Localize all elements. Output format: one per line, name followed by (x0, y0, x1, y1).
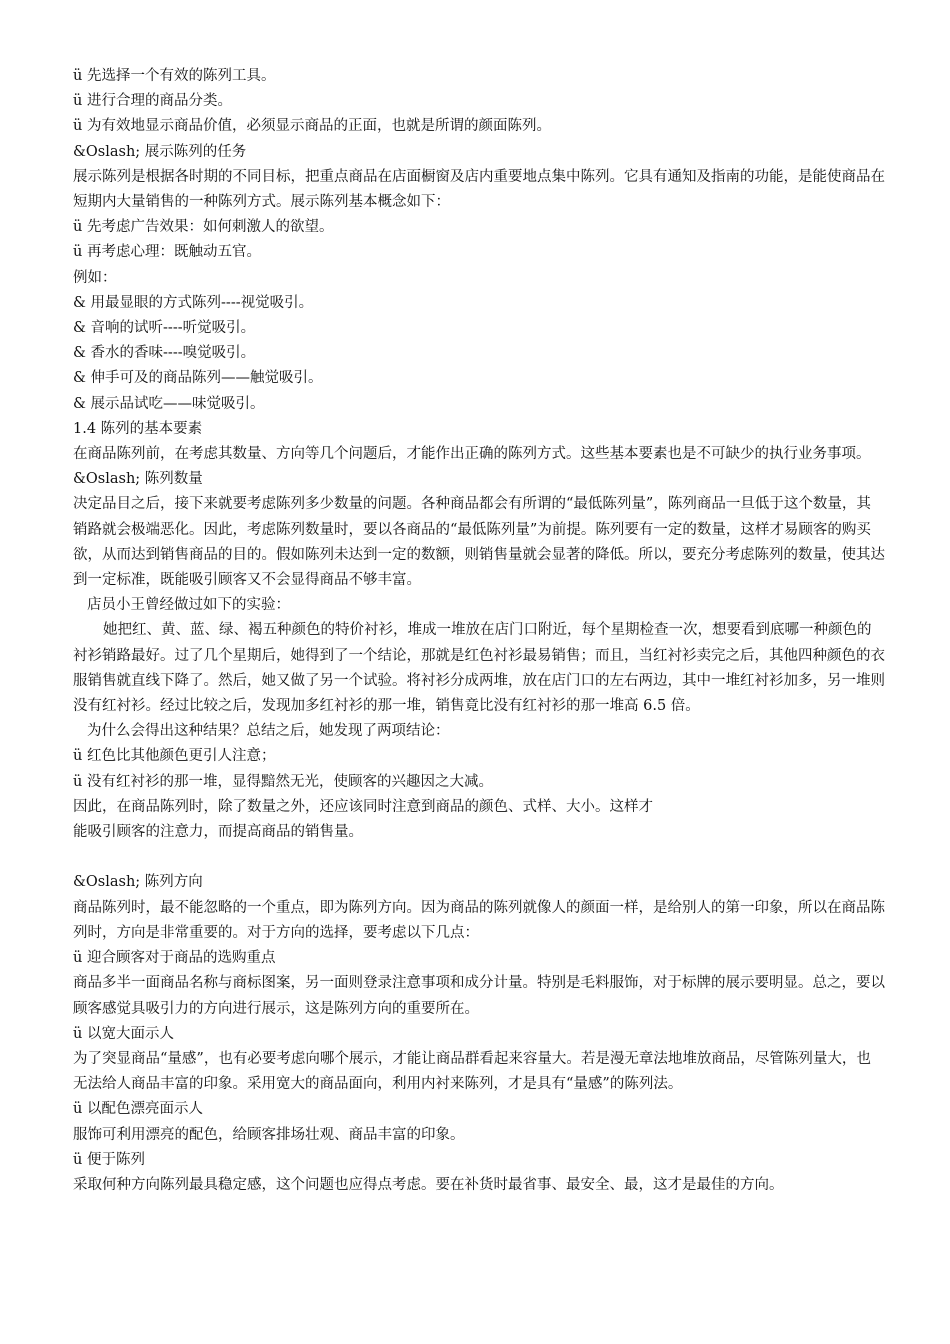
example-line: & 用最显眼的方式陈列----视觉吸引。 (73, 294, 314, 311)
paragraph: 展示陈列是根据各时期的不同目标，把重点商品在店面橱窗及店内重要地点集中陈列。它具有通知及指南的功能，是能使商品在短期内大量销售的一种陈列方式。展示陈列基本概念如下： (73, 168, 885, 211)
paragraph: 她把红、黄、蓝、绿、褐五种颜色的特价衬衫，堆成一堆放在店门口附近，每个星期检查一次，想要看到底哪一种颜色的衬衫销路最好。过了几个星期后，她得到了一个结论，那就是红色衬衫最易销售；而且，当红衬衫卖完之后，其他四种颜色的衣服销售就直线下降了。然后，她又做了另一个试验。将衬衫分成两堆，放在店门口的左右两边，其中一堆红衬衫加多，另一堆则没有红衬衫。经过比较之后，发现加多红衬衫的那一堆，销售竟比没有红衬衫的那一堆高 6.5 倍。 (73, 622, 885, 715)
bullet-line: ü 先考虑广告效果：如何刺激人的欲望。 (73, 219, 334, 236)
paragraph: 商品陈列时，最不能忽略的一个重点，即为陈列方向。因为商品的陈列就像人的颜面一样，是给别人的第一印象，所以在商品陈列时，方向是非常重要的。对于方向的选择，要考虑以下几点： (73, 899, 885, 941)
paragraph: 例如： (73, 269, 117, 286)
document-page (73, 64, 885, 1198)
paragraph: 服饰可利用漂亮的配色，给顾客排场壮观、商品丰富的印象。 (73, 1126, 465, 1143)
bullet-line: ü 迎合顾客对于商品的选购重点 (73, 950, 276, 967)
paragraph: 为了突显商品“量感”，也有必要考虑向哪个展示，才能让商品群看起来容量大。若是漫无章法地堆放商品，尽管陈列量大，也无法给人商品丰富的印象。采用宽大的商品面向，利用内衬来陈列，才是具有“量感”的陈列法。 (73, 1050, 871, 1093)
paragraph: 能吸引顾客的注意力，而提高商品的销售量。 (73, 824, 363, 841)
bullet-line: ü 再考虑心理：既触动五官。 (73, 244, 261, 261)
paragraph: 在商品陈列前，在考虑其数量、方向等几个问题后，才能作出正确的陈列方式。这些基本要素也是不可缺少的执行业务事项。 (73, 446, 871, 463)
paragraph: 决定品目之后，接下来就要考虑陈列多少数量的问题。各种商品都会有所谓的“最低陈列量”，陈列商品一旦低于这个数量，其销路就会极端恶化。因此，考虑陈列数量时，要以各商品的“最低陈列量”为前提。陈列要有一定的数量，这样才易顾客的购买欲，从而达到销售商品的目的。假如陈列未达到一定的数额，则销售量就会显著的降低。所以，要充分考虑陈列的数量，使其达到一定标准，既能吸引顾客又不会显得商品不够丰富。 (73, 496, 885, 589)
section-heading: &Oslash; 陈列数量 (73, 471, 203, 488)
bullet-line: ü 以配色漂亮面示人 (73, 1101, 203, 1118)
bullet-line: ü 以宽大面示人 (73, 1025, 174, 1042)
bullet-line: ü 便于陈列 (73, 1151, 145, 1168)
section-heading: 1.4 陈列的基本要素 (73, 420, 203, 437)
bullet-line: ü 进行合理的商品分类。 (73, 93, 232, 110)
example-line: & 香水的香味----嗅觉吸引。 (73, 345, 256, 362)
example-line: & 展示品试吃——味觉吸引。 (73, 395, 265, 412)
paragraph: 为什么会得出这种结果？总结之后，她发现了两项结论： (87, 723, 450, 740)
section-heading: &Oslash; 陈列方向 (73, 874, 203, 891)
paragraph: 商品多半一面商品名称与商标图案，另一面则登录注意事项和成分计量。特别是毛料服饰，对于标牌的展示要明显。总之，要以顾客感觉具吸引力的方向进行展示，这是陈列方向的重要所在。 (73, 975, 885, 1017)
paragraph: 因此，在商品陈列时，除了数量之外，还应该同时注意到商品的颜色、式样、大小。这样才 (73, 798, 653, 815)
section-heading: &Oslash; 展示陈列的任务 (73, 143, 247, 160)
blank-line (73, 845, 885, 870)
bullet-line: ü 红色比其他颜色更引人注意； (73, 748, 276, 765)
bullet-line: ü 为有效地显示商品价值，必须显示商品的正面，也就是所谓的颜面陈列。 (73, 118, 551, 135)
bullet-line: ü 没有红衬衫的那一堆，显得黯然无光，使顾客的兴趣因之大减。 (73, 773, 493, 790)
paragraph: 店员小王曾经做过如下的实验： (87, 597, 290, 614)
example-line: & 音响的试听----听觉吸引。 (73, 320, 256, 337)
example-line: & 伸手可及的商品陈列——触觉吸引。 (73, 370, 323, 387)
bullet-line: ü 先选择一个有效的陈列工具。 (73, 68, 276, 84)
paragraph: 采取何种方向陈列最具稳定感，这个问题也应得点考虑。要在补货时最省事、最安全、最，这才是最佳的方向。 (73, 1176, 784, 1193)
